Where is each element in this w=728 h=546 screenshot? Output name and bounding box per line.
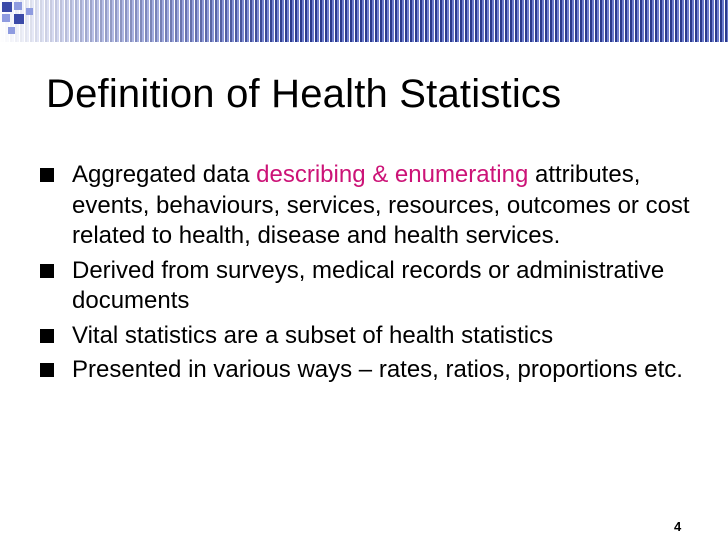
bullet-text-after: attributes, events, behaviours, services, resources, outcomes or cost related to health, disease and health services. (72, 161, 690, 249)
bullet-text: Vital statistics are a subset of health statistics (72, 321, 554, 349)
slide-title: Definition of Health Statistics (46, 72, 562, 116)
bullet-text: Presented in various ways – rates, ratios, proportions etc. (72, 356, 683, 383)
bullet-text: Derived from surveys, medical records or administrative documents (72, 256, 665, 314)
square-bullet-icon (40, 363, 54, 377)
square-bullet-icon (40, 264, 54, 278)
bullet-list (38, 160, 698, 390)
square-bullet-icon (40, 168, 54, 182)
corner-squares-decoration (0, 0, 60, 42)
bullet-item-presented (38, 355, 698, 386)
top-decorative-band (0, 0, 728, 42)
highlighted-phrase: describing & enumerating (256, 161, 529, 188)
bullet-item-vital (38, 321, 698, 352)
bullet-item-derived (38, 256, 698, 317)
square-bullet-icon (40, 329, 54, 343)
bullet-item-definition (38, 160, 698, 252)
page-number: 4 (674, 519, 682, 534)
bullet-text-before: Aggregated data (72, 161, 257, 188)
